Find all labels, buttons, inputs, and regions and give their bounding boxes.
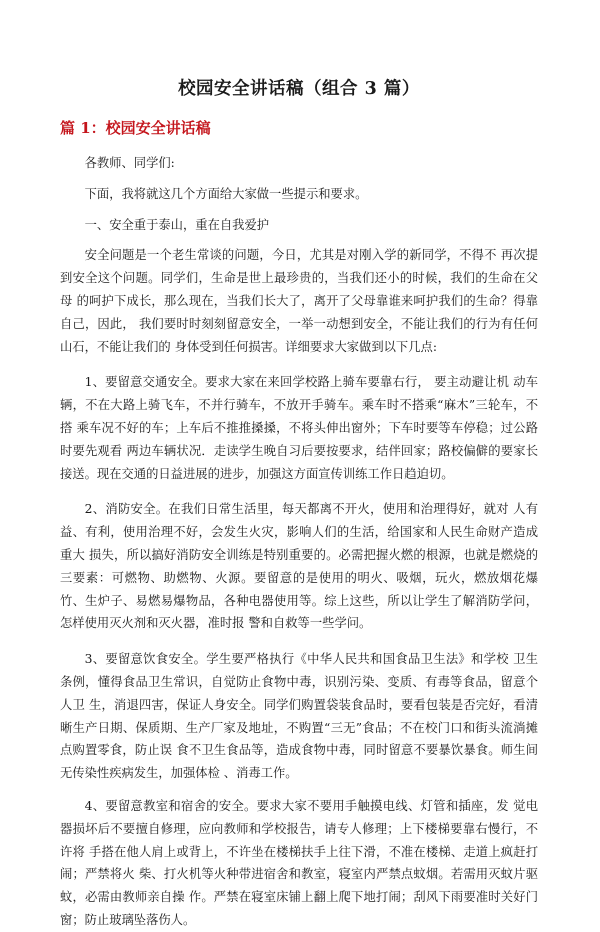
greeting: 各教师、同学们:	[84, 156, 175, 170]
intro-paragraph: 下面，我将就这几个方面给大家做一些提示和要求。	[84, 186, 368, 201]
document-title: 校园安全讲话稿（组合 3 篇）	[178, 79, 420, 99]
paragraph-dorm-safety: 4、要留意教室和宿舍的安全。要求大家不要用手触摸电线、灯管和插座，发 觉电器损坏后不要擅自修理，应向教师和学校报告，请专人修理；上下楼梯要靠右慢行，不许将 手搭在他人肩上或背上，不许坐在楼梯扶手上往下滑，不准在楼梯、走道上疯赶打闹；严禁将火 柴、打火机等火种带进宿舍和教室，寝室内严禁点蚊烟。若需用灭蚊片驱蚊，必需由教师亲自操 作。严禁在寝室床铺上翻上爬下地打闹；刮风下雨要准时关好门窗；防止玻璃坠落伤人。	[60, 798, 538, 927]
paragraph-fire-safety: 2、消防安全。在我们日常生活里，每天都离不开火，使用和治理得好，就对 人有益、有利，使用治理不好，会发生火灾，影响人们的生活，给国家和人民生命财产造成重大 损失，所以搞好消防安全训练是特别重要的。必需把握火燃的根源，也就是燃烧的三要素：可燃物、助燃物、火源。要留意的是使用的明火、吸烟，玩火，燃放烟花爆竹、生炉子、易燃易爆物品，各种电器使用等。综上这些，所以让学生了解消防学问，怎样使用灭火剂和灭火器，准时报 警和自救等一些学问。	[60, 502, 538, 631]
paragraph-safety-overview: 安全问题是一个老生常谈的问题，今日，尤其是对刚入学的新同学，不得不 再次提到安全这个问题。同学们，生命是世上最珍贵的，当我们还小的时候，我们的生命在父母 的呵护下成长，那么现在，当我们长大了，离开了父母靠谁来呵护我们的生命？得靠自己，因此， 我们要时时刻刻留意安全，一举一动想到安全，不能让我们的行为有任何山石，不能让我们的 身体受到任何损害。详细要求大家做到以下几点:	[60, 248, 538, 354]
paragraph-traffic-safety: 1、要留意交通安全。要求大家在来回学校路上骑车要靠右行， 要主动避让机 动车辆，不在大路上骑飞车，不并行骑车，不放开手骑车。乘车时不搭乘“麻木”三轮车，不搭 乘车况不好的车；上车后不推推搡搡，不将头伸出窗外；下车时要等车停稳；过公路时要先观看 两边车辆状况．走读学生晚自习后要按要求，结伴回家；路校偏僻的要家长接送。现在交通的日益进展的进步，加强这方面宣传训练工作日趋迫切。	[60, 375, 538, 481]
section-title: 篇 1：校园安全讲话稿	[60, 119, 211, 137]
heading-safety-first: 一、安全重于泰山，重在自我爱护	[84, 217, 270, 232]
paragraph-food-safety: 3、要留意饮食安全。学生要严格执行《中华人民共和国食品卫生法》和学校 卫生条例，懂得食品卫生常识，自觉防止食物中毒，识别污染、变质、有毒等食品，留意个人卫 生，消退四害，保证人身安全。同学们购置袋装食品时，要看包装是否完好，看清晰生产日期、保质期、生产厂家及地址，不购置“三无”食品；不在校门口和街头流淌摊点购置零食，防止误 食不卫生食品等，造成食物中毒，同时留意不要暴饮暴食。师生间无传染性疾病发生，加强体检 、消毒工作。	[60, 652, 538, 781]
